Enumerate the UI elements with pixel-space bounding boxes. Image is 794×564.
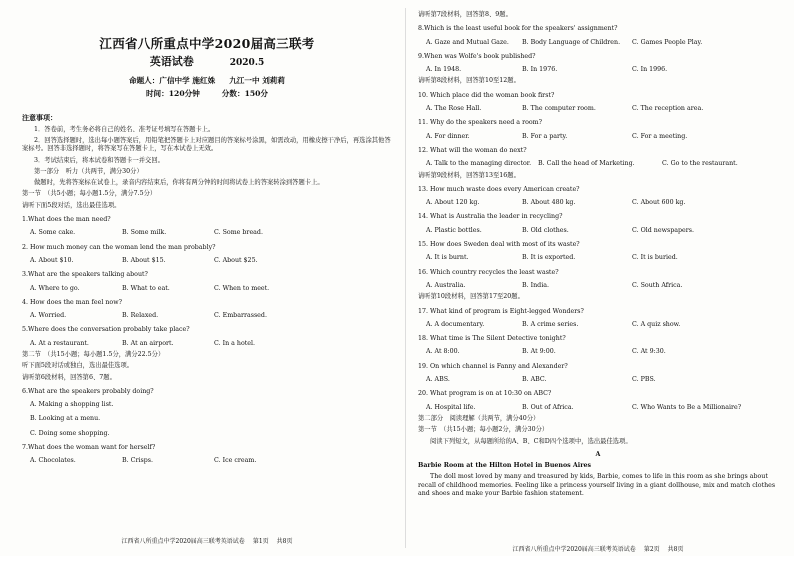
q6-7-intro: 请听第6段材料，回答第6、7题。 — [22, 373, 116, 381]
option-c[interactable]: C. Games People Play. — [632, 38, 703, 46]
option-b[interactable]: B. Crisps. — [122, 457, 153, 465]
option-c[interactable]: C. When to meet. — [214, 284, 270, 292]
question-11 — [418, 119, 778, 141]
question-text: 2. How much money can the woman lend the man probably? — [22, 243, 216, 251]
options — [30, 285, 392, 293]
option-a[interactable]: A. It is burnt. — [426, 254, 469, 262]
footer-page: 第2页 — [643, 546, 660, 554]
question-text: 6.What are the speakers probably doing? — [22, 387, 154, 395]
option-a[interactable]: A. Talk to the managing director. — [426, 160, 532, 168]
option-c[interactable]: C. Go to the restaurant. — [662, 160, 738, 168]
option-b[interactable]: B. India. — [522, 281, 549, 289]
question-4 — [22, 299, 392, 321]
option-a[interactable]: A. Chocolates. — [30, 457, 76, 465]
section2-instruction: 听下面5段对话或独白，选出最佳选项。 — [22, 362, 134, 370]
material-9-intro: 请听第9段材料，回答第13至16题。 — [418, 171, 520, 179]
exam-date: 2020.5 — [229, 57, 265, 68]
option-c[interactable]: C. It is buried. — [632, 254, 678, 262]
question-text: 11. Why do the speakers need a room? — [418, 119, 543, 127]
question-8 — [418, 25, 778, 47]
option-b[interactable]: B. It is exported. — [522, 254, 576, 262]
option-c[interactable]: C. For a meeting. — [632, 132, 688, 140]
option-a[interactable]: A. About 120 kg. — [426, 199, 480, 207]
question-text: 1.What does the man need? — [22, 216, 111, 224]
option-b[interactable]: B. Relaxed. — [122, 312, 159, 320]
option-a[interactable]: A. The Rose Hall. — [426, 105, 482, 113]
options — [426, 282, 778, 290]
option-b[interactable]: B. At 9:00. — [522, 348, 556, 356]
note-item: 1．答卷前，考生务必将自己的姓名、准考证号填写在答题卡上。 — [34, 125, 215, 133]
right-page — [418, 0, 778, 564]
page-divider — [405, 8, 406, 548]
option-b[interactable]: B. The computer room. — [522, 105, 596, 113]
question-9 — [418, 53, 778, 75]
option-b[interactable]: B. About 480 kg. — [522, 199, 576, 207]
option-a[interactable]: A. Hospital life. — [426, 403, 476, 411]
section2-title: 第二节 （共15小题；每小题1.5分，满分22.5分） — [22, 350, 165, 358]
options — [30, 401, 392, 438]
option-b[interactable]: B. At an airport. — [122, 339, 174, 347]
part2-instruction: 阅读下列短文，从每题所给的A、B、C和D四个选项中，选出最佳选项。 — [430, 437, 632, 445]
option-c[interactable]: C. Some bread. — [214, 229, 263, 237]
notes-title: 注意事项： — [22, 113, 57, 123]
author-1: 命题人：广信中学 施红姝 — [129, 76, 216, 86]
option-c[interactable]: C. Embarrassed. — [214, 312, 267, 320]
option-c[interactable]: C. In a hotel. — [214, 339, 256, 347]
footer-page: 第1页 — [252, 538, 269, 546]
question-1 — [22, 216, 392, 238]
part2-title: 第二部分 阅读理解（共两节，满分40分） — [418, 414, 540, 422]
question-2 — [22, 244, 392, 266]
options — [30, 457, 392, 465]
part1-title: 第一部分 听力（共两节，满分30分） — [34, 167, 143, 175]
question-7 — [22, 444, 392, 466]
option-a[interactable]: A. At 8:00. — [426, 348, 460, 356]
options — [426, 160, 778, 168]
author-2: 九江一中 刘莉莉 — [229, 76, 285, 86]
option-a[interactable]: A. Plastic bottles. — [426, 226, 482, 234]
options — [30, 257, 392, 265]
question-text: 19. On which channel is Fanny and Alexander? — [418, 362, 568, 370]
option-c[interactable]: C. Doing some shopping. — [30, 429, 110, 437]
part2-section1: 第一节 （共15小题；每小题2分，满分30分） — [418, 426, 549, 434]
option-c[interactable]: C. About $25. — [214, 256, 258, 264]
question-text: 12. What will the woman do next? — [418, 146, 527, 154]
question-text: 3.What are the speakers talking about? — [22, 271, 148, 279]
passage-text: The doll most loved by many and treasured by kids, Barbie, comes to life in this room as she brings about recall of childhood memories. Feeling like a princess yourself living in a giant dollhouse, mix and match clothes and shoes and make your Barbie fashion statement. — [418, 473, 776, 497]
option-c[interactable]: C. About 600 kg. — [632, 199, 686, 207]
option-b[interactable]: B. What to eat. — [122, 284, 170, 292]
options — [426, 348, 778, 356]
question-13 — [418, 186, 778, 208]
question-10 — [418, 92, 778, 114]
options — [426, 404, 778, 412]
options — [426, 66, 778, 74]
option-c[interactable]: C. At 9:30. — [632, 348, 666, 356]
section1-title: 第一节 （共5小题；每小题1.5分，满分7.5分） — [22, 190, 157, 198]
option-b[interactable]: B. Old clothes. — [522, 226, 569, 234]
material-7-intro: 请听第7段材料，回答第8、9题。 — [418, 11, 512, 18]
question-3 — [22, 271, 392, 293]
right-footer — [418, 546, 778, 554]
exam-time-score — [22, 89, 392, 99]
options — [426, 39, 778, 47]
option-a[interactable]: A. For dinner. — [426, 132, 470, 140]
option-c[interactable]: C. Who Wants to Be a Millionaire? — [632, 403, 742, 411]
option-a[interactable]: A. Gaze and Mutual Gaze. — [426, 38, 509, 46]
note-item: 3．考试结束后，将本试卷和答题卡一并交回。 — [34, 156, 164, 164]
question-text: 4. How does the man feel now? — [22, 298, 122, 306]
option-b[interactable]: B. Some milk. — [122, 229, 167, 237]
option-a[interactable]: A. In 1948. — [426, 66, 462, 74]
question-text: 14. What is Australia the leader in recycling? — [418, 213, 563, 221]
question-text: 5.Where does the conversation probably take place? — [22, 326, 190, 334]
options — [426, 133, 778, 141]
option-b[interactable]: B. Looking at a menu. — [30, 415, 101, 423]
footer-total: 共8页 — [667, 546, 684, 554]
option-b[interactable]: B. Out of Africa. — [522, 403, 574, 411]
option-c[interactable]: C. PBS. — [632, 376, 656, 384]
question-16 — [418, 269, 778, 291]
option-a[interactable]: A. Australia. — [426, 281, 466, 289]
footer-total: 共8页 — [276, 538, 293, 546]
question-text: 9.When was Wolfe's book published? — [418, 52, 536, 60]
question-15 — [418, 241, 778, 263]
options — [426, 254, 778, 262]
option-a[interactable]: A. ABS. — [426, 376, 450, 384]
left-page — [22, 0, 392, 556]
question-6 — [22, 388, 392, 438]
note-item: 2．回答选择题时，选出每小题答案后，用铅笔把答题卡上对应题目的答案标号涂黑，如需改动，用橡皮擦干净后，再选涂其他答案标号。回答非选择题时，将答案写在答题卡上，写在本试卷上无效。 — [22, 136, 391, 153]
option-b[interactable]: B. Body Language of Children. — [522, 38, 621, 46]
options — [30, 229, 392, 237]
passage-letter: A — [595, 450, 601, 458]
options — [426, 105, 778, 113]
option-a[interactable]: A. At a restaurant. — [30, 339, 89, 347]
question-text: 7.What does the woman want for herself? — [22, 444, 156, 452]
exam-score: 分数：150分 — [221, 89, 269, 99]
subject-label: 英语试卷 — [149, 54, 194, 68]
section1-instruction: 请听下面5段对话，选出最佳选项。 — [22, 201, 121, 209]
option-c[interactable]: C. Old newspapers. — [632, 226, 694, 234]
option-b[interactable]: B. About $15. — [122, 256, 166, 264]
question-12 — [418, 147, 778, 169]
exam-time: 时间：120分钟 — [145, 89, 200, 99]
option-c[interactable]: C. South Africa. — [632, 281, 683, 289]
option-b[interactable]: B. A crime series. — [522, 320, 579, 328]
options — [426, 199, 778, 207]
question-text: 16. Which country recycles the least waste? — [418, 268, 559, 276]
option-b[interactable]: B. Call the head of Marketing. — [538, 160, 635, 168]
exam-subtitle — [22, 55, 392, 70]
option-a[interactable]: A. A documentary. — [426, 320, 485, 328]
option-c[interactable]: C. In 1996. — [632, 66, 668, 74]
exam-title: 江西省八所重点中学2020届高三联考 — [99, 36, 315, 51]
material-10-intro: 请听第10段材料，回答第17至20题。 — [418, 293, 524, 301]
part1-instruction: 做题时，先将答案标在试卷上，录音内容结束后，你将有两分钟的时间将试卷上的答案转涂到答题卡上。 — [34, 179, 324, 187]
option-a[interactable]: A. Making a shopping list. — [30, 401, 114, 409]
option-c[interactable]: C. The reception area. — [632, 105, 704, 113]
footer-title: 江西省八所重点中学2020届高三联考英语试卷 — [512, 546, 636, 554]
question-text: 8.Which is the least useful book for the speakers' assignment? — [418, 25, 618, 33]
options — [426, 321, 778, 329]
question-text: 13. How much waste does every American create? — [418, 185, 580, 193]
option-c[interactable]: C. A quiz show. — [632, 320, 681, 328]
passage-title: Barbie Room at the Hilton Hotel in Buenos Aires — [418, 462, 592, 470]
option-a[interactable]: A. About $10. — [30, 256, 74, 264]
option-c[interactable]: C. Ice cream. — [214, 457, 257, 465]
option-b[interactable]: B. In 1976. — [522, 66, 558, 74]
option-a[interactable]: A. Worried. — [30, 312, 67, 320]
material-8-intro: 请听第8段材料，回答第10至12题。 — [418, 77, 520, 85]
footer-title: 江西省八所重点中学2020届高三联考英语试卷 — [121, 538, 245, 546]
option-a[interactable]: A. Some cake. — [30, 229, 76, 237]
question-text: 17. What kind of program is Eight-legged Wonders? — [418, 307, 584, 315]
question-20 — [418, 390, 778, 412]
options — [30, 340, 392, 348]
question-17 — [418, 308, 778, 330]
question-text: 15. How does Sweden deal with most of its waste? — [418, 241, 580, 249]
options — [426, 227, 778, 235]
option-b[interactable]: B. ABC. — [522, 376, 547, 384]
question-5 — [22, 326, 392, 348]
options — [30, 312, 392, 320]
question-text: 20. What program is on at 10:30 on ABC? — [418, 390, 552, 398]
exam-authors — [22, 76, 392, 86]
question-18 — [418, 335, 778, 357]
question-text: 10. Which place did the woman book first? — [418, 91, 555, 99]
question-text: 18. What time is The Silent Detective tonight? — [418, 335, 566, 343]
question-19 — [418, 363, 778, 385]
question-14 — [418, 213, 778, 235]
option-b[interactable]: B. For a party. — [522, 132, 568, 140]
options — [426, 376, 778, 384]
left-footer — [22, 538, 392, 546]
option-a[interactable]: A. Where to go. — [30, 284, 80, 292]
